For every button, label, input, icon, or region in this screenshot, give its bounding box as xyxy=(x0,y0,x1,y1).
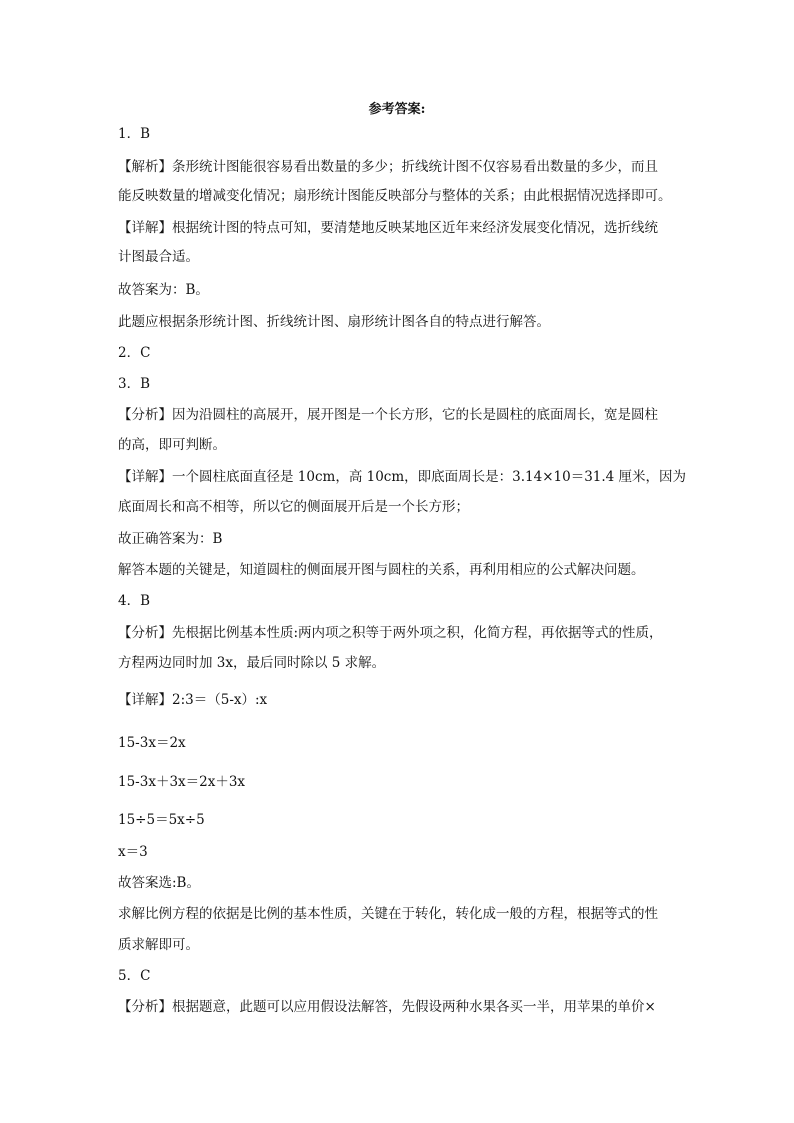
answer-line: 【详解】2:3＝（5-x）:x xyxy=(118,692,268,708)
answer-line: 5．C xyxy=(118,968,151,984)
answer-line: 能反映数量的增减变化情况；扇形统计图能反映部分与整体的关系；由此根据情况选择即可。 xyxy=(118,188,672,204)
answer-line: 故答案选:B。 xyxy=(118,875,200,891)
answer-line: 的高，即可判断。 xyxy=(118,437,226,453)
answer-line: 质求解即可。 xyxy=(118,937,199,953)
answer-line: 3．B xyxy=(118,376,151,392)
answer-line: 【详解】根据统计图的特点可知，要清楚地反映某地区近年来经济发展变化情况，选折线统 xyxy=(118,220,658,236)
answer-line: 此题应根据条形统计图、折线统计图、扇形统计图各自的特点进行解答。 xyxy=(118,314,550,330)
answer-line: 1．B xyxy=(118,126,151,142)
answer-line: 方程两边同时加 3x，最后同时除以 5 求解。 xyxy=(118,655,386,671)
answer-line: 【详解】一个圆柱底面直径是 10cm，高 10cm，即底面周长是：3.14×10＝31.4 厘米，因为 xyxy=(118,469,687,485)
answer-line: 故答案为：B。 xyxy=(118,282,209,298)
equation-line: 15÷5＝5x÷5 xyxy=(118,812,205,828)
answer-line: 4．B xyxy=(118,593,151,609)
answer-line: 故正确答案为：B xyxy=(118,531,223,547)
answer-line: 【分析】先根据比例基本性质:两内项之积等于两外项之积，化简方程，再依据等式的性质， xyxy=(118,625,663,641)
answer-line: 计图最合适。 xyxy=(118,249,199,265)
answer-line: 【分析】根据题意，此题可以应用假设法解答，先假设两种水果各买一半，用苹果的单价× xyxy=(118,999,656,1015)
answer-line: 2．C xyxy=(118,345,151,361)
equation-line: 15-3x＋3x＝2x＋3x xyxy=(118,774,246,790)
answer-line: 【解析】条形统计图能很容易看出数量的多少；折线统计图不仅容易看出数量的多少，而且 xyxy=(118,159,658,175)
answer-line: 【分析】因为沿圆柱的高展开，展开图是一个长方形，它的长是圆柱的底面周长，宽是圆柱 xyxy=(118,407,658,423)
equation-line: x＝3 xyxy=(118,844,148,860)
page-title: 参考答案: xyxy=(368,102,426,117)
answer-line: 解答本题的关键是，知道圆柱的侧面展开图与圆柱的关系，再利用相应的公式解决问题。 xyxy=(118,562,645,578)
answer-line: 求解比例方程的依据是比例的基本性质，关键在于转化，转化成一般的方程，根据等式的性 xyxy=(118,906,658,922)
equation-line: 15-3x＝2x xyxy=(118,735,186,751)
answer-line: 底面周长和高不相等，所以它的侧面展开后是一个长方形； xyxy=(118,499,469,515)
